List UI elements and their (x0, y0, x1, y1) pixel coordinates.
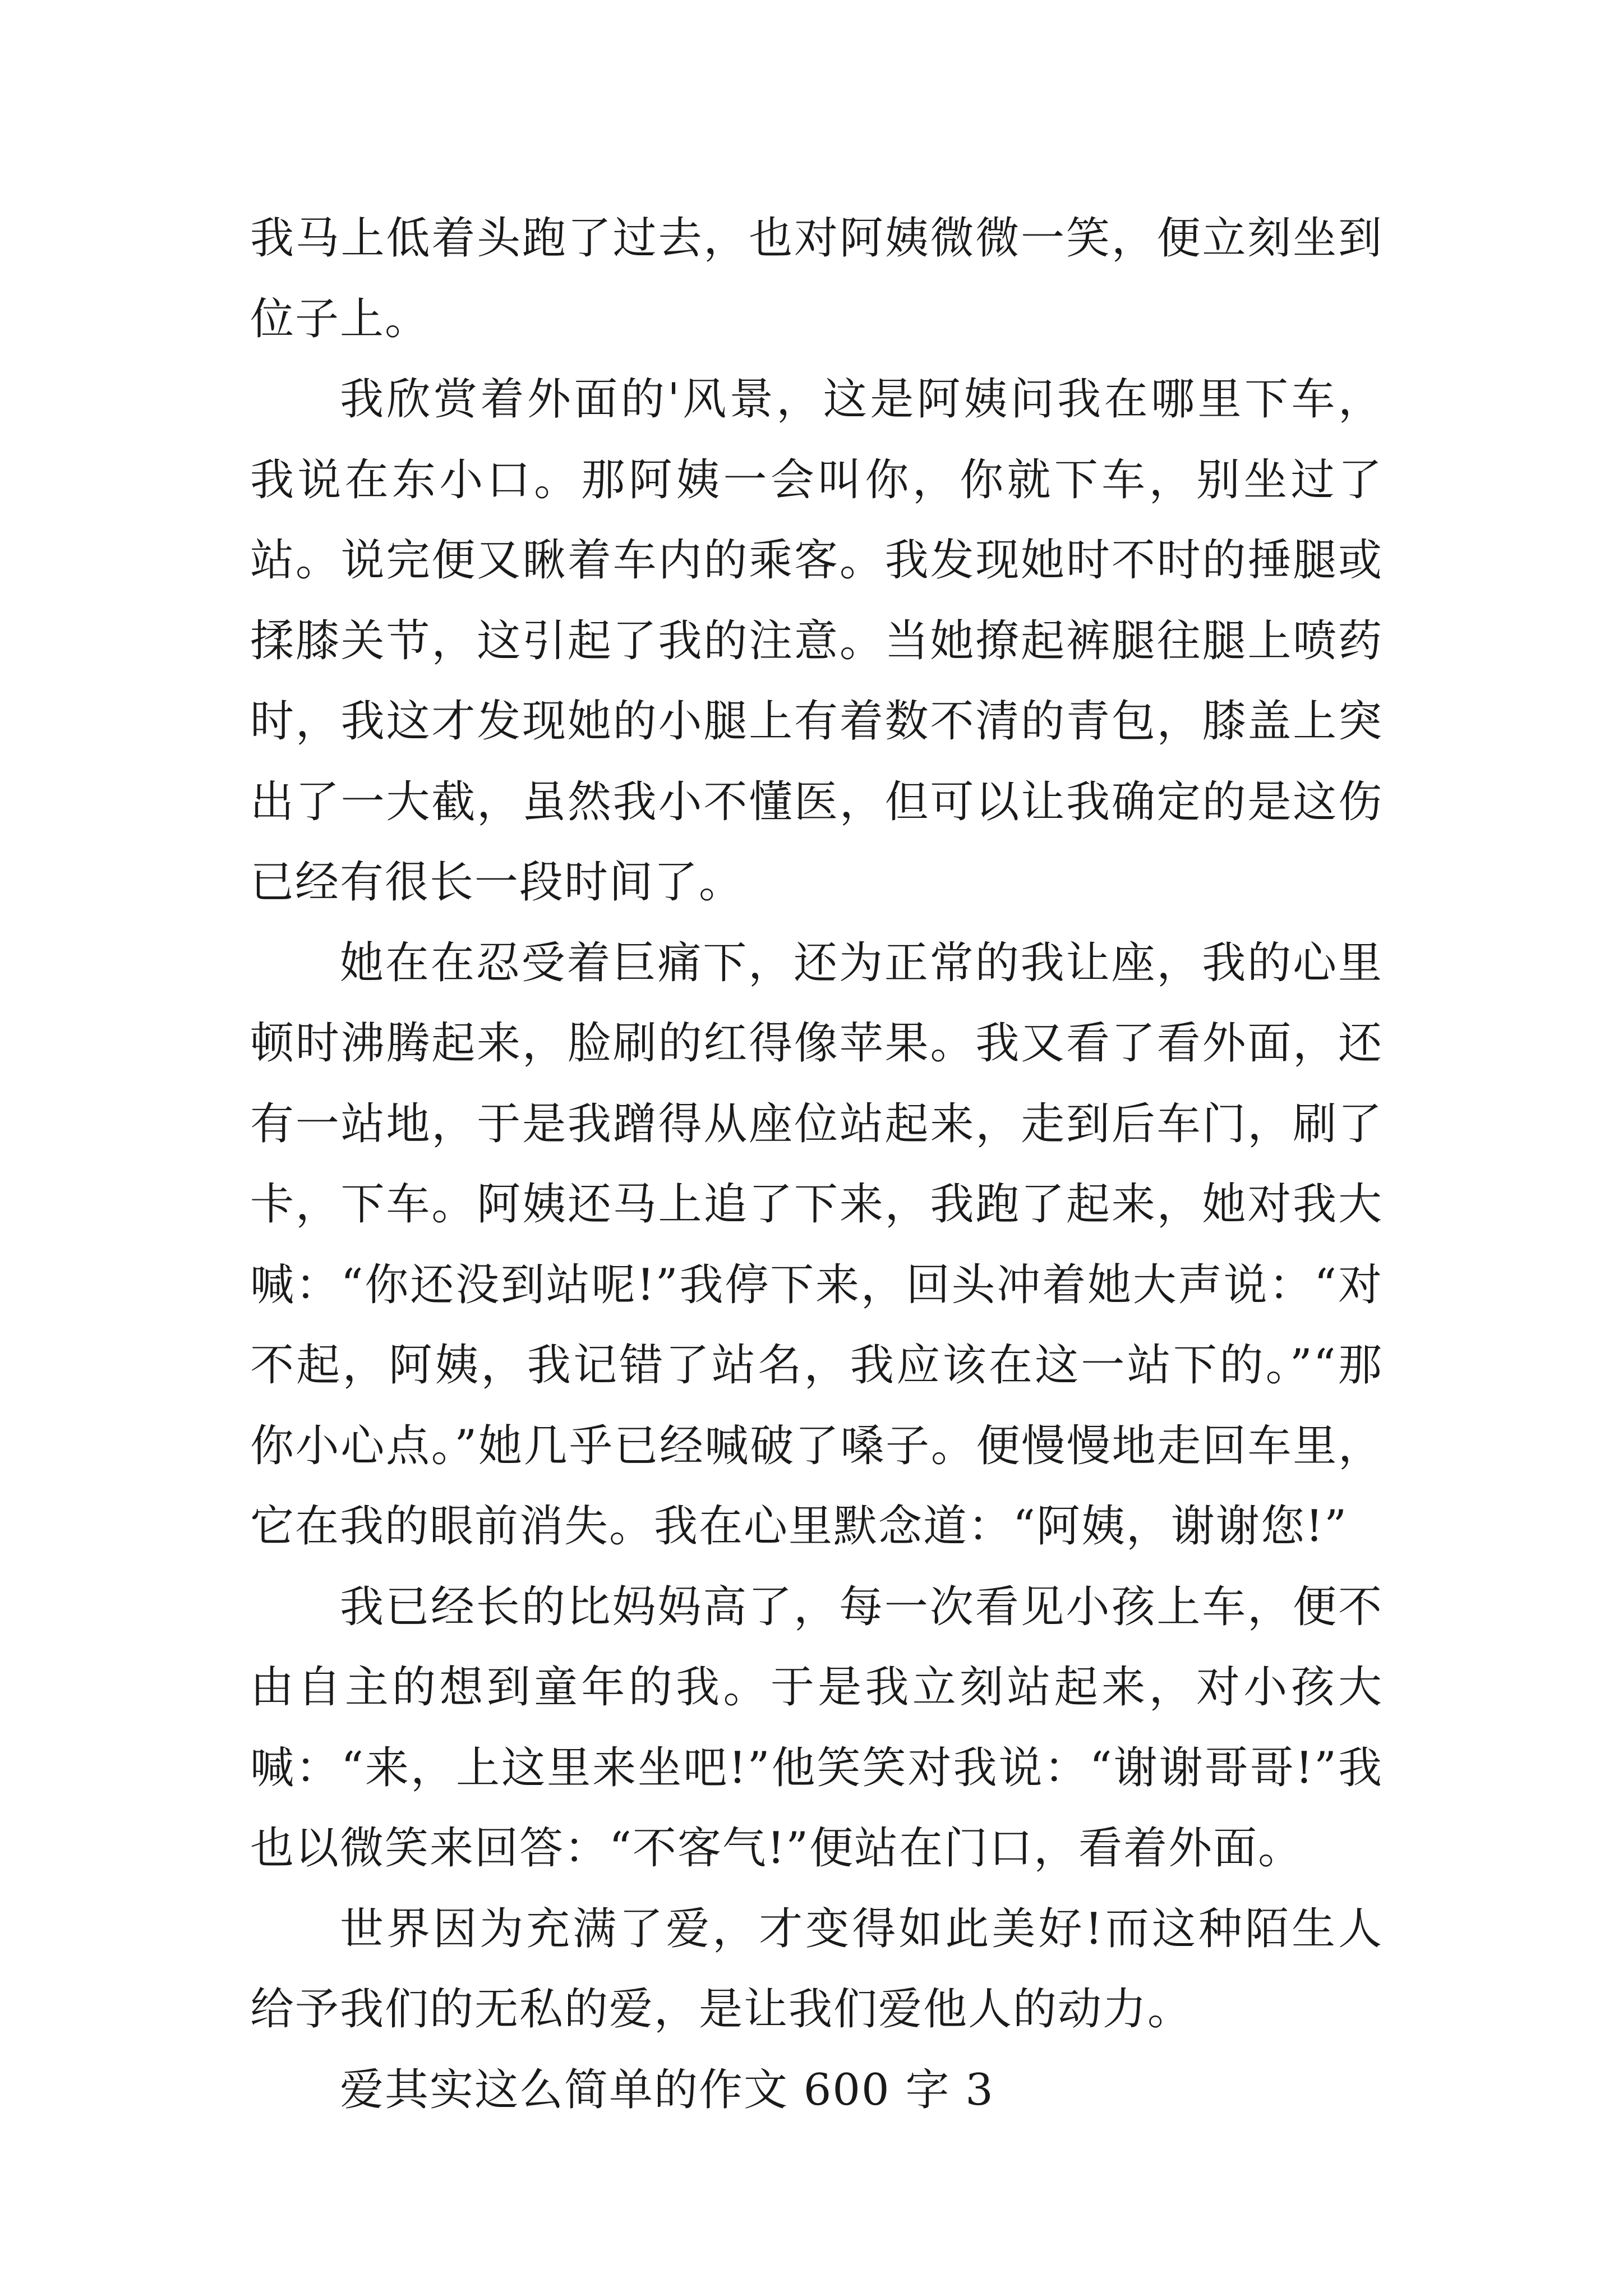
paragraph-1: 我马上低着头跑了过去，也对阿姨微微一笑，便立刻坐到位子上。 (250, 213, 1383, 344)
essay-body (250, 199, 1383, 2131)
paragraph-3: 她在在忍受着巨痛下，还为正常的我让座，我的心里顿时沸腾起来，脸刷的红得像苹果。我又看了看外面，还有一站地，于是我蹭得从座位站起来，走到后车门，刷了卡，下车。阿姨还马上追了下来，我跑了起来，她对我大喊：“你还没到站呢!”我停下来，回头冲着她大声说：“对不起，阿姨，我记错了站名，我应该在这一站下的。”“那你小心点。”她几乎已经喊破了嗓子。便慢慢地走回车里，它在我的眼前消失。我在心里默念道：“阿姨，谢谢您!” (250, 937, 1383, 1552)
section-heading: 爱其实这么简单的作文 600 字 3 (340, 2064, 994, 2115)
paragraph-5: 世界因为充满了爱，才变得如此美好!而这种陌生人给予我们的无私的爱，是让我们爱他人的动力。 (250, 1903, 1383, 2035)
paragraph-2: 我欣赏着外面的'风景，这是阿姨问我在哪里下车，我说在东小口。那阿姨一会叫你，你就下车，别坐过了站。说完便又瞅着车内的乘客。我发现她时不时的捶腿或揉膝关节，这引起了我的注意。当她撩起裤腿往腿上喷药时，我这才发现她的小腿上有着数不清的青包，膝盖上突出了一大截，虽然我小不懂医，但可以让我确定的是这伤已经有很长一段时间了。 (250, 374, 1383, 908)
paragraph-4: 我已经长的比妈妈高了，每一次看见小孩上车，便不由自主的想到童年的我。于是我立刻站起来，对小孩大喊：“来，上这里来坐吧!”他笑笑对我说：“谢谢哥哥!”我也以微笑来回答：“不客气!”便站在门口，看着外面。 (250, 1581, 1383, 1874)
